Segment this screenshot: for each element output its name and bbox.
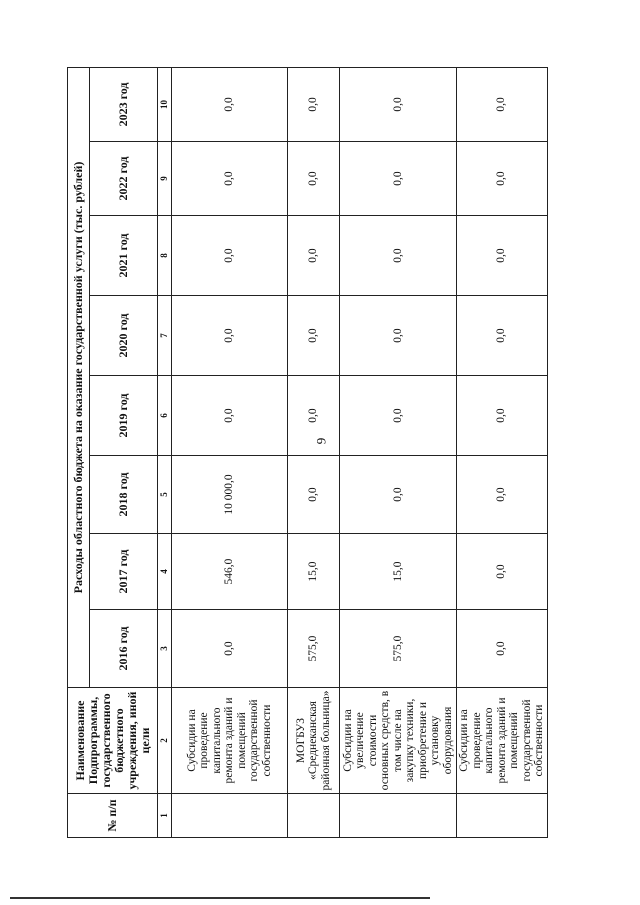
header-year-2016: 2016 год (90, 610, 158, 688)
value-cell: 0,0 (340, 456, 457, 534)
table-row (340, 67, 457, 837)
column-index: 3 (158, 610, 172, 688)
value-cell: 0,0 (457, 67, 548, 141)
column-index: 1 (158, 794, 172, 838)
value-cell: 0,0 (172, 610, 288, 688)
value-cell: 575,0 (288, 610, 340, 688)
value-cell: 0,0 (172, 376, 288, 456)
column-index-row (158, 67, 172, 837)
value-cell: 0,0 (288, 456, 340, 534)
value-cell: 0,0 (457, 216, 548, 296)
header-name: Наименование Подпрограммы, государственного бюджетного учреждения, иной цели (68, 688, 158, 794)
row-num (172, 794, 288, 838)
header-num: № п/п (68, 794, 158, 838)
value-cell: 0,0 (457, 376, 548, 456)
value-cell: 0,0 (340, 216, 457, 296)
row-name: МОГБУЗ «Среднеканская районная больница» (288, 688, 340, 794)
value-cell: 0,0 (340, 67, 457, 141)
header-expenses: Расходы областного бюджета на оказание государственной услуги (тыс. рублей) (68, 67, 90, 687)
header-year-2019: 2019 год (90, 376, 158, 456)
page-number: 9 (313, 437, 329, 445)
table-row (457, 67, 548, 837)
value-cell: 0,0 (288, 216, 340, 296)
value-cell: 0,0 (457, 456, 548, 534)
row-name: Субсидии на проведение капитального ремонта зданий и помещений государственной собственности (457, 688, 548, 794)
row-name: Субсидии на проведение капитального ремонта зданий и помещений государственной собственности (172, 688, 288, 794)
row-num (288, 794, 340, 838)
row-name: Субсидии на увеличение стоимости основных средств, в том числе на закупку техники, приобретение и установку оборудования (340, 688, 457, 794)
value-cell: 0,0 (340, 142, 457, 216)
bottom-rule (10, 897, 430, 899)
value-cell: 0,0 (457, 142, 548, 216)
value-cell: 0,0 (288, 67, 340, 141)
column-index: 5 (158, 456, 172, 534)
table-row (172, 67, 288, 837)
budget-table (67, 67, 548, 838)
value-cell: 15,0 (340, 534, 457, 610)
value-cell: 0,0 (288, 376, 340, 456)
table-row (288, 67, 340, 837)
column-index: 9 (158, 142, 172, 216)
header-year-2021: 2021 год (90, 216, 158, 296)
value-cell: 0,0 (172, 142, 288, 216)
column-index: 7 (158, 296, 172, 376)
value-cell: 15,0 (288, 534, 340, 610)
value-cell: 0,0 (457, 534, 548, 610)
header-year-2022: 2022 год (90, 142, 158, 216)
value-cell: 575,0 (340, 610, 457, 688)
column-index: 10 (158, 67, 172, 141)
header-year-2020: 2020 год (90, 296, 158, 376)
header-year-2023: 2023 год (90, 67, 158, 141)
value-cell: 0,0 (288, 142, 340, 216)
value-cell: 0,0 (457, 296, 548, 376)
value-cell: 0,0 (340, 376, 457, 456)
row-num (457, 794, 548, 838)
column-index: 6 (158, 376, 172, 456)
header-year-2018: 2018 год (90, 456, 158, 534)
row-num (340, 794, 457, 838)
value-cell: 0,0 (172, 67, 288, 141)
value-cell: 0,0 (172, 216, 288, 296)
header-year-2017: 2017 год (90, 534, 158, 610)
value-cell: 10 000,0 (172, 456, 288, 534)
value-cell: 0,0 (457, 610, 548, 688)
value-cell: 0,0 (288, 296, 340, 376)
column-index: 2 (158, 688, 172, 794)
value-cell: 0,0 (340, 296, 457, 376)
value-cell: 0,0 (172, 296, 288, 376)
value-cell: 546,0 (172, 534, 288, 610)
column-index: 8 (158, 216, 172, 296)
column-index: 4 (158, 534, 172, 610)
